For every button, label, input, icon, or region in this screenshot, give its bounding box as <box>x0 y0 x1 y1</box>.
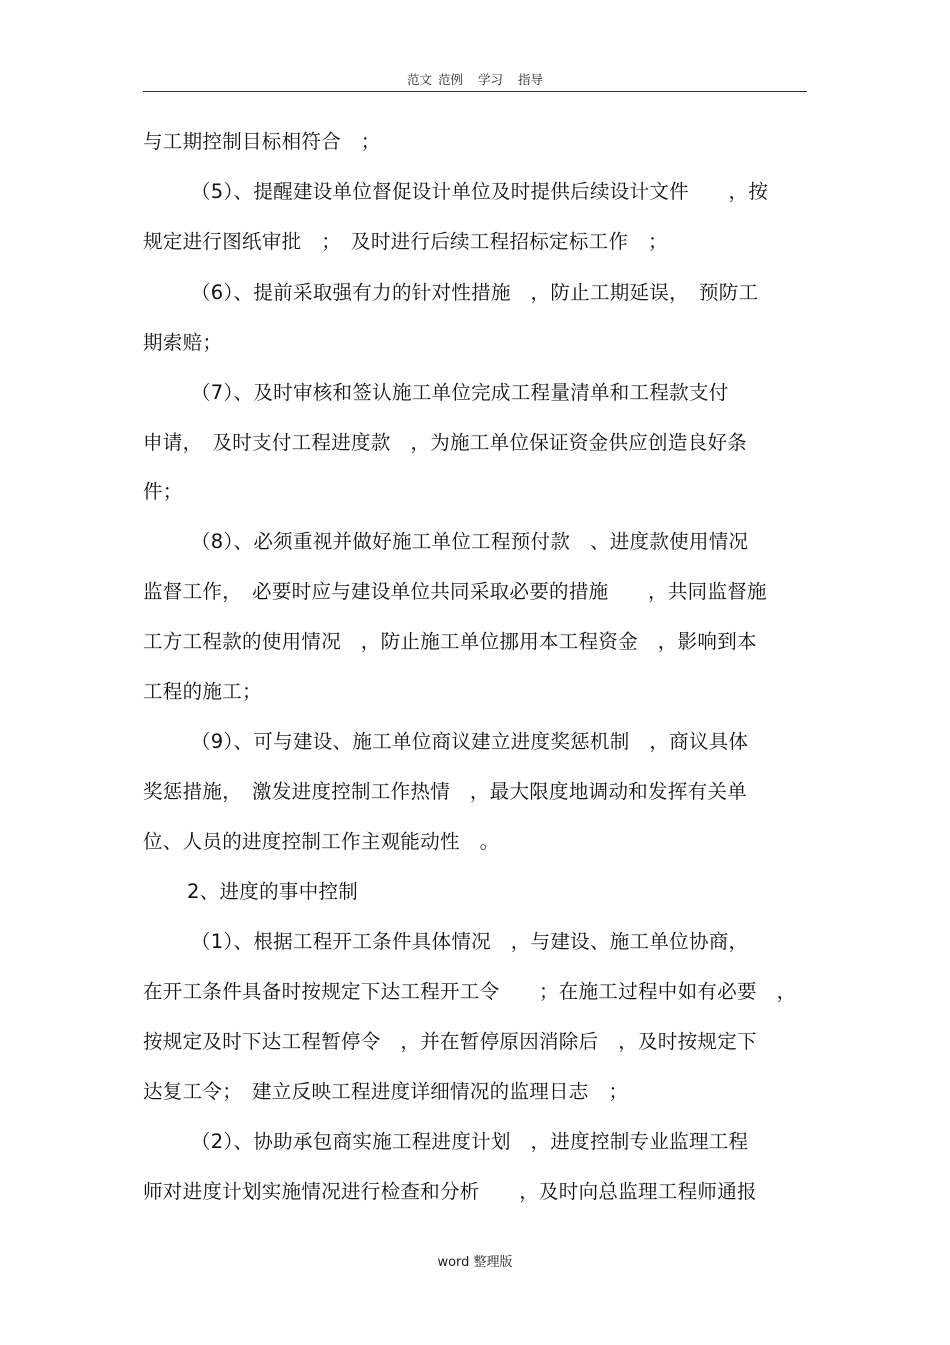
text-line: （8）、必须重视并做好施工单位工程预付款 、进度款使用情况 <box>191 530 749 553</box>
text-line: （7）、及时审核和签认施工单位完成工程量清单和工程款支付 <box>191 381 729 404</box>
text-line: 工程的施工； <box>143 680 262 703</box>
text-line: （2）、协助承包商实施工程进度计划 ，进度控制专业监理工程 <box>191 1130 749 1153</box>
text-line: 奖惩措施， 激发进度控制工作热情 ，最大限度地调动和发挥有关单 <box>143 780 748 803</box>
page-footer: word 整理版 <box>437 1255 513 1270</box>
text-line: 在开工条件具备时按规定下达工程开工令 ；在施工过程中如有必要 ， <box>143 980 797 1003</box>
section-heading: 2、进度的事中控制 <box>187 880 359 903</box>
text-line: （1）、根据工程开工条件具体情况 ，与建设、施工单位协商， <box>191 930 749 953</box>
page-header <box>0 70 950 88</box>
text-line: 监督工作， 必要时应与建设单位共同采取必要的措施 ，共同监督施 <box>143 580 767 603</box>
text-line: 师对进度计划实施情况进行检查和分析 ，及时向总监理工程师通报 <box>143 1180 757 1203</box>
text-line: 申请， 及时支付工程进度款 ，为施工单位保证资金供应创造良好条 <box>143 431 748 454</box>
text-line: （5）、提醒建设单位督促设计单位及时提供后续设计文件 ，按 <box>191 180 769 203</box>
text-line: 按规定及时下达工程暂停令 ，并在暂停原因消除后 ，及时按规定下 <box>143 1030 757 1053</box>
text-line: 位、人员的进度控制工作主观能动性 。 <box>143 830 500 853</box>
text-line: 工方工程款的使用情况 ，防止施工单位挪用本工程资金 ，影响到本 <box>143 630 757 653</box>
header-item: 指导 <box>518 72 544 87</box>
text-line: 与工期控制目标相符合 ； <box>143 130 381 153</box>
header-item: 学习 <box>478 72 504 87</box>
text-line: 规定进行图纸审批 ； 及时进行后续工程招标定标工作 ； <box>143 230 668 253</box>
header-rule <box>143 91 807 92</box>
header-item: 范文 <box>406 72 432 87</box>
header-item: 范例 <box>437 72 463 87</box>
text-line: 件； <box>143 480 183 503</box>
text-line: 期索赔； <box>143 331 223 354</box>
text-line: 达复工令； 建立反映工程进度详细情况的监理日志 ； <box>143 1080 629 1103</box>
text-line: （9）、可与建设、施工单位商议建立进度奖惩机制 ，商议具体 <box>191 730 749 753</box>
text-line: （6）、提前采取强有力的针对性措施 ，防止工期延误， 预防工 <box>191 281 759 304</box>
